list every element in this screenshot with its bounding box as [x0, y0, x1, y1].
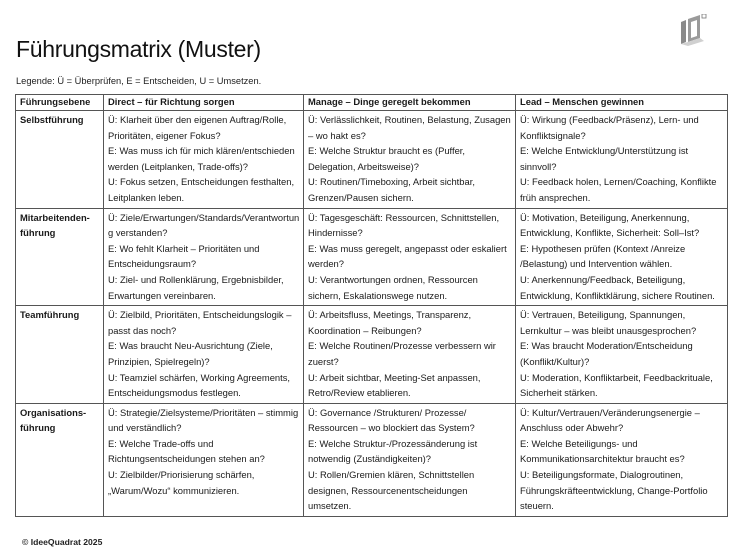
implement-line: U: Zielbilder/Priorisierung schärfen, „Warum/Wozu“ kommunizieren.: [108, 469, 255, 496]
table-row: [16, 208, 728, 306]
direct-cell: [104, 111, 304, 209]
header-direct: Direct – für Richtung sorgen: [104, 95, 304, 111]
check-line: Ü: Zielbild, Prioritäten, Entscheidungslogik – passt das noch?: [108, 309, 292, 336]
lead-cell: [516, 208, 728, 306]
level-cell: Selbstführung: [16, 111, 104, 209]
direct-cell: [104, 208, 304, 306]
lead-cell: [516, 403, 728, 516]
ideequadrat-logo-icon: [678, 14, 708, 48]
table-row: [16, 111, 728, 209]
decide-line: E: Welche Entwicklung/Unterstützung ist sinnvoll?: [520, 145, 689, 172]
implement-line: U: Fokus setzen, Entscheidungen festhalten, Leitplanken leben.: [108, 176, 295, 203]
implement-line: U: Arbeit sichtbar, Meeting-Set anpassen, Retro/Review etablieren.: [308, 371, 481, 399]
check-line: Ü: Kultur/Vertrauen/Veränderungsenergie – Anschluss oder Abwehr?: [520, 406, 700, 434]
implement-line: U: Routinen/Timeboxing, Arbeit sichtbar, Grenzen/Pausen sichern.: [308, 176, 475, 203]
table-header-row: [16, 95, 728, 111]
manage-cell: [304, 306, 516, 404]
check-line: Ü: Vertrauen, Beteiligung, Spannungen, Lernkultur – was bleibt unausgesprochen?: [520, 309, 697, 336]
direct-cell: [104, 403, 304, 516]
legend-text: Legende: Ü = Überprüfen, E = Entscheiden, U = Umsetzen.: [16, 76, 262, 86]
table-row: [16, 403, 728, 516]
implement-line: U: Verantwortungen ordnen, Ressourcen sichern, Eskalationswege nutzen.: [308, 273, 478, 301]
header-level: Führungsebene: [16, 95, 104, 111]
decide-line: E: Welche Routinen/Prozesse verbessern wir zuerst?: [308, 340, 496, 367]
page-title: Führungsmatrix (Muster): [16, 36, 261, 62]
implement-line: U: Teamziel schärfen, Working Agreements, Entscheidungsmodus festlegen.: [108, 371, 291, 399]
implement-line: U: Rollen/Gremien klären, Schnittstellen designen, Ressourcenentscheidungen umsetzen.: [308, 469, 475, 512]
implement-line: U: Ziel- und Rollenklärung, Ergebnisbilder, Erwartungen vereinbaren.: [108, 273, 284, 301]
level-cell: Organisations-führung: [16, 403, 104, 516]
decide-line: E: Wo fehlt Klarheit – Prioritäten und Entscheidungsraum?: [108, 242, 260, 270]
implement-line: U: Feedback holen, Lernen/Coaching, Konflikte früh ansprechen.: [520, 176, 717, 203]
check-line: Ü: Wirkung (Feedback/Präsenz), Lern- und Konfliktsignale?: [520, 114, 699, 141]
check-line: Ü: Tagesgeschäft: Ressourcen, Schnittstellen, Hindernisse?: [308, 211, 500, 239]
copyright-footer: © IdeeQuadrat 2025: [22, 537, 103, 547]
decide-line: E: Welche Struktur-/Prozessänderung ist notwendig (Zuständigkeiten)?: [308, 437, 478, 465]
implement-line: U: Anerkennung/Feedback, Beteiligung, Entwicklung, Konfliktklärung, sichere Routinen.: [520, 273, 715, 301]
check-line: Ü: Verlässlichkeit, Routinen, Belastung, Zusagen – wo hakt es?: [308, 114, 511, 141]
manage-cell: [304, 111, 516, 209]
decide-line: E: Was braucht Moderation/Entscheidung (Konflikt/Kultur)?: [520, 340, 693, 367]
level-cell: Mitarbeitenden-führung: [16, 208, 104, 306]
decide-line: E: Hypothesen prüfen (Kontext /Anreize /Belastung) und Intervention wählen.: [520, 242, 686, 270]
check-line: Ü: Klarheit über den eigenen Auftrag/Rolle, Prioritäten, eigener Fokus?: [108, 114, 287, 141]
table-row: [16, 306, 728, 404]
decide-line: E: Welche Struktur braucht es (Puffer, Delegation, Arbeitsweise)?: [308, 145, 466, 172]
check-line: Ü: Strategie/Zielsysteme/Prioritäten – stimmig und verständlich?: [108, 406, 299, 434]
check-line: Ü: Ziele/Erwartungen/Standards/Verantwortung verstanden?: [108, 211, 300, 239]
manage-cell: [304, 208, 516, 306]
lead-cell: [516, 111, 728, 209]
decide-line: E: Welche Beteiligungs- und Kommunikationsarchitektur braucht es?: [520, 437, 685, 465]
manage-cell: [304, 403, 516, 516]
check-line: Ü: Arbeitsfluss, Meetings, Transparenz, Koordination – Reibungen?: [308, 309, 472, 336]
decide-line: E: Welche Trade-offs und Richtungsentscheidungen stehen an?: [108, 437, 265, 465]
direct-cell: [104, 306, 304, 404]
implement-line: U: Beteiligungsformate, Dialogroutinen, Führungskräfteentwicklung, Change-Portfolio steuern.: [520, 469, 708, 512]
check-line: Ü: Governance /Strukturen/ Prozesse/ Ressourcen – wo blockiert das System?: [308, 406, 475, 434]
lead-cell: [516, 306, 728, 404]
implement-line: U: Moderation, Konfliktarbeit, Feedbackrituale, Sicherheit stärken.: [520, 371, 713, 399]
header-manage: Manage – Dinge geregelt bekommen: [304, 95, 516, 111]
level-cell: Teamführung: [16, 306, 104, 404]
decide-line: E: Was braucht Neu-Ausrichtung (Ziele, Prinzipien, Spielregeln)?: [108, 340, 273, 367]
decide-line: E: Was muss ich für mich klären/entschieden werden (Leitplanken, Trade-offs)?: [108, 145, 295, 172]
check-line: Ü: Motivation, Beteiligung, Anerkennung, Entwicklung, Konflikte, Sicherheit: Soll–Ist?: [520, 211, 700, 239]
header-lead: Lead – Menschen gewinnen: [516, 95, 728, 111]
leadership-matrix-table: [15, 94, 728, 517]
decide-line: E: Was muss geregelt, angepasst oder eskaliert werden?: [308, 242, 507, 270]
